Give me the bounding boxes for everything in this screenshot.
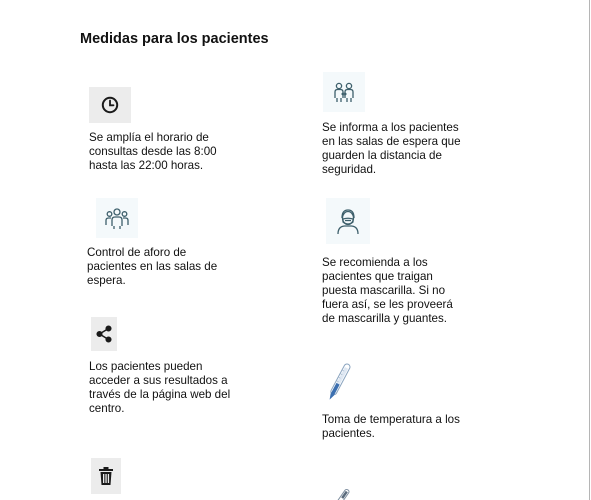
crowd-icon [96, 198, 138, 238]
page-border [589, 0, 590, 500]
measure-text: Se informa a los pacientes en las salas de espera que guarden la distancia de seguridad. [322, 121, 461, 176]
people-distance-icon [323, 72, 365, 112]
section-title: Medidas para los pacientes [80, 31, 269, 47]
measure-text: Toma de temperatura a los pacientes. [322, 413, 460, 440]
thermometer-icon [330, 486, 354, 500]
clock-icon [89, 87, 131, 123]
measure-text: Los pacientes pueden acceder a sus resultados a través de la página web del centro. [89, 360, 231, 415]
trash-icon [91, 458, 121, 494]
share-icon [91, 317, 117, 351]
person-mask-icon [326, 198, 370, 244]
measure-text: Se recomienda a los pacientes que traigan puesta mascarilla. Si no fuera así, se les proveerá de mascarilla y guantes. [322, 256, 453, 325]
thermometer-icon [322, 359, 356, 405]
measure-text: Control de aforo de pacientes en las salas de espera. [87, 246, 218, 287]
measure-text: Se amplía el horario de consultas desde las 8:00 hasta las 22:00 horas. [89, 131, 217, 172]
